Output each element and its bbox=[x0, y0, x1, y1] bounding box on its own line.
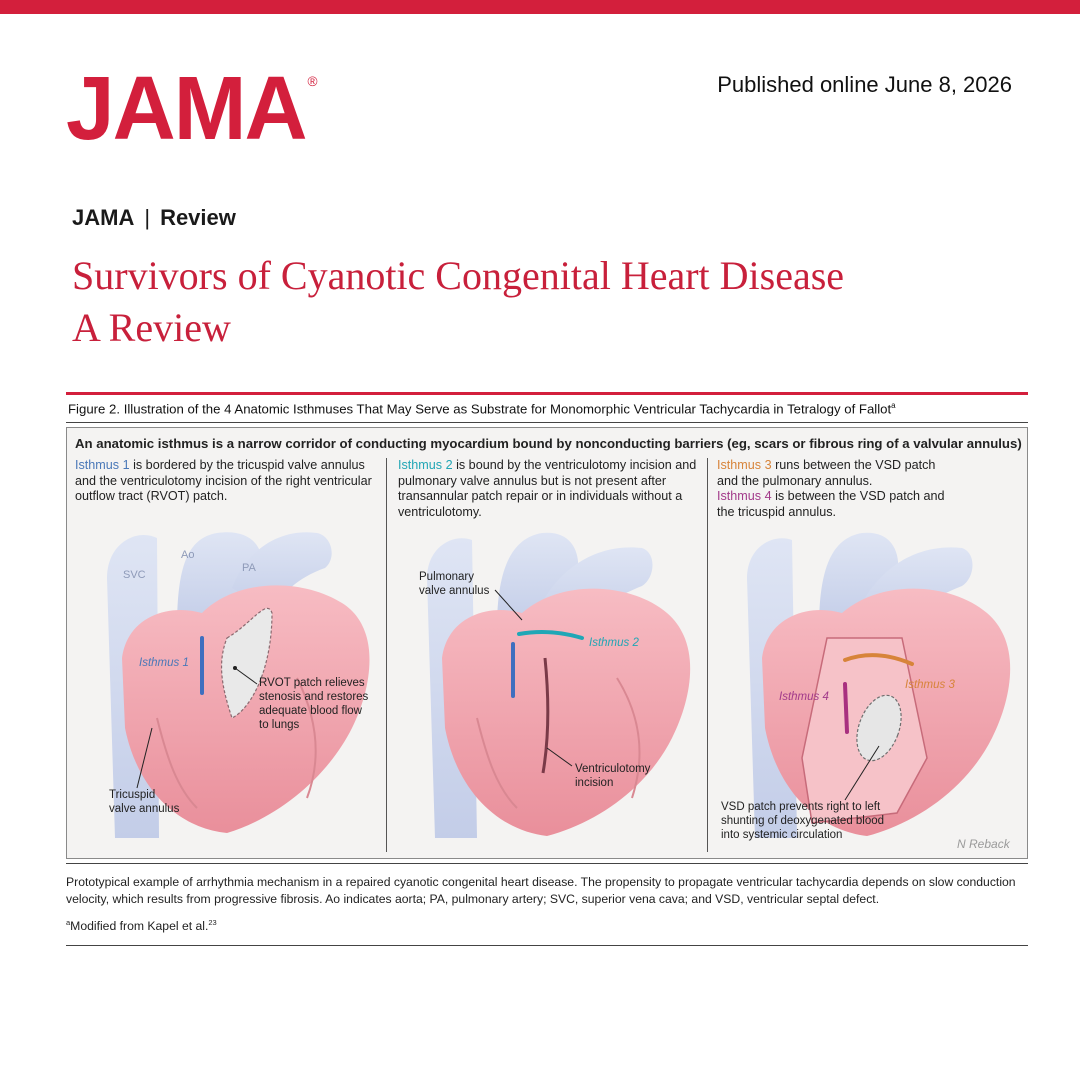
figure-bottom-rule bbox=[66, 945, 1028, 946]
top-accent-bar bbox=[0, 0, 1080, 14]
ventriculotomy-line-1: Ventriculotomy bbox=[575, 763, 651, 776]
ao-label: Ao bbox=[181, 549, 195, 562]
rvot-line-1: RVOT patch relieves bbox=[259, 677, 365, 690]
isthmus-1-label: Isthmus 1 bbox=[139, 657, 189, 670]
isthmus-4-label: Isthmus 4 bbox=[779, 691, 829, 704]
svc-label: SVC bbox=[123, 569, 146, 582]
figure-caption-rule bbox=[66, 422, 1028, 423]
rvot-line-3: adequate blood flow bbox=[259, 705, 362, 718]
panel-2-heart bbox=[419, 533, 690, 838]
isthmus-3-name: Isthmus 3 bbox=[717, 458, 772, 473]
article-title-line2: A Review bbox=[72, 305, 231, 350]
panel-1-description: Isthmus 1 is bordered by the tricuspid valve annulus and the ventriculotomy incision of the right ventricular outflow tract (RVOT) patch. bbox=[75, 458, 372, 504]
tricuspid-line-2: valve annulus bbox=[109, 803, 180, 816]
article-title bbox=[72, 250, 844, 354]
figure-footnote: $^a$Modified from Kapel et al.$^{23}$ bbox=[66, 918, 217, 934]
published-date: Published online June 8, 2026 bbox=[717, 72, 1012, 97]
isthmus-2-name: Isthmus 2 bbox=[398, 458, 453, 473]
figure-2 bbox=[66, 392, 1028, 946]
vsd-line-3: into systemic circulation bbox=[721, 829, 843, 842]
figure-lead-text: An anatomic isthmus is a narrow corridor of conducting myocardium bound by nonconducting barriers (eg, scars or fibrous ring of a valvular annulus) bbox=[75, 436, 1022, 452]
heart-illustrations bbox=[67, 428, 1028, 859]
figure-caption: Figure 2. Illustration of the 4 Anatomic Isthmuses That May Serve as Substrate for Monomorphic Ventricular Tachycardia in Tetralogy of Fallot$^a$ bbox=[68, 401, 896, 417]
isthmus-4-name: Isthmus 4 bbox=[717, 489, 772, 504]
panel-3-description: Isthmus 3 runs between the VSD patch and the pulmonary annulus. Isthmus 4 is between the VSD patch and the tricuspid annulus. bbox=[717, 458, 945, 519]
figure-legend-text: Prototypical example of arrhythmia mechanism in a repaired cyanotic congenital heart disease. The propensity to propagate ventricular tachycardia depends on slow conduction velocity, which results from progressive fibrosis. Ao indicates aorta; PA, pulmonary artery; SVC, superior vena cava; and VSD, ventricular septal defect. bbox=[66, 875, 1016, 907]
pulmonary-line-1: Pulmonary bbox=[419, 571, 474, 584]
article-title-line1: Survivors of Cyanotic Congenital Heart Disease bbox=[72, 253, 845, 298]
rvot-line-2: stenosis and restores bbox=[259, 691, 369, 704]
article-type: Review bbox=[160, 205, 236, 230]
section-separator: | bbox=[144, 205, 151, 230]
panel-2-description: Isthmus 2 is bound by the ventriculotomy incision and pulmonary valve annulus but is not present after transannular patch repair or in individuals without a ventriculotomy. bbox=[398, 458, 697, 519]
isthmus-1-name: Isthmus 1 bbox=[75, 458, 130, 473]
isthmus-2-label: Isthmus 2 bbox=[589, 637, 639, 650]
figure-illustration bbox=[66, 427, 1028, 859]
jama-logo: JAMA ® bbox=[66, 59, 318, 159]
vsd-line-1: VSD patch prevents right to left bbox=[721, 801, 881, 814]
journal-name: JAMA bbox=[72, 205, 135, 230]
illustrator-signature: N Reback bbox=[957, 837, 1010, 852]
tricuspid-line-1: Tricuspid bbox=[109, 789, 156, 802]
figure-notes bbox=[66, 863, 1028, 935]
panel-3-heart bbox=[721, 533, 1011, 851]
vsd-line-2: shunting of deoxygenated blood bbox=[721, 815, 885, 828]
ventriculotomy-line-2: incision bbox=[575, 777, 614, 790]
panel-1-heart bbox=[107, 533, 370, 839]
pa-label: PA bbox=[242, 562, 256, 575]
section-label bbox=[72, 205, 236, 231]
rvot-line-4: to lungs bbox=[259, 719, 300, 732]
isthmus-3-label: Isthmus 3 bbox=[905, 679, 955, 692]
pulmonary-line-2: valve annulus bbox=[419, 585, 490, 598]
